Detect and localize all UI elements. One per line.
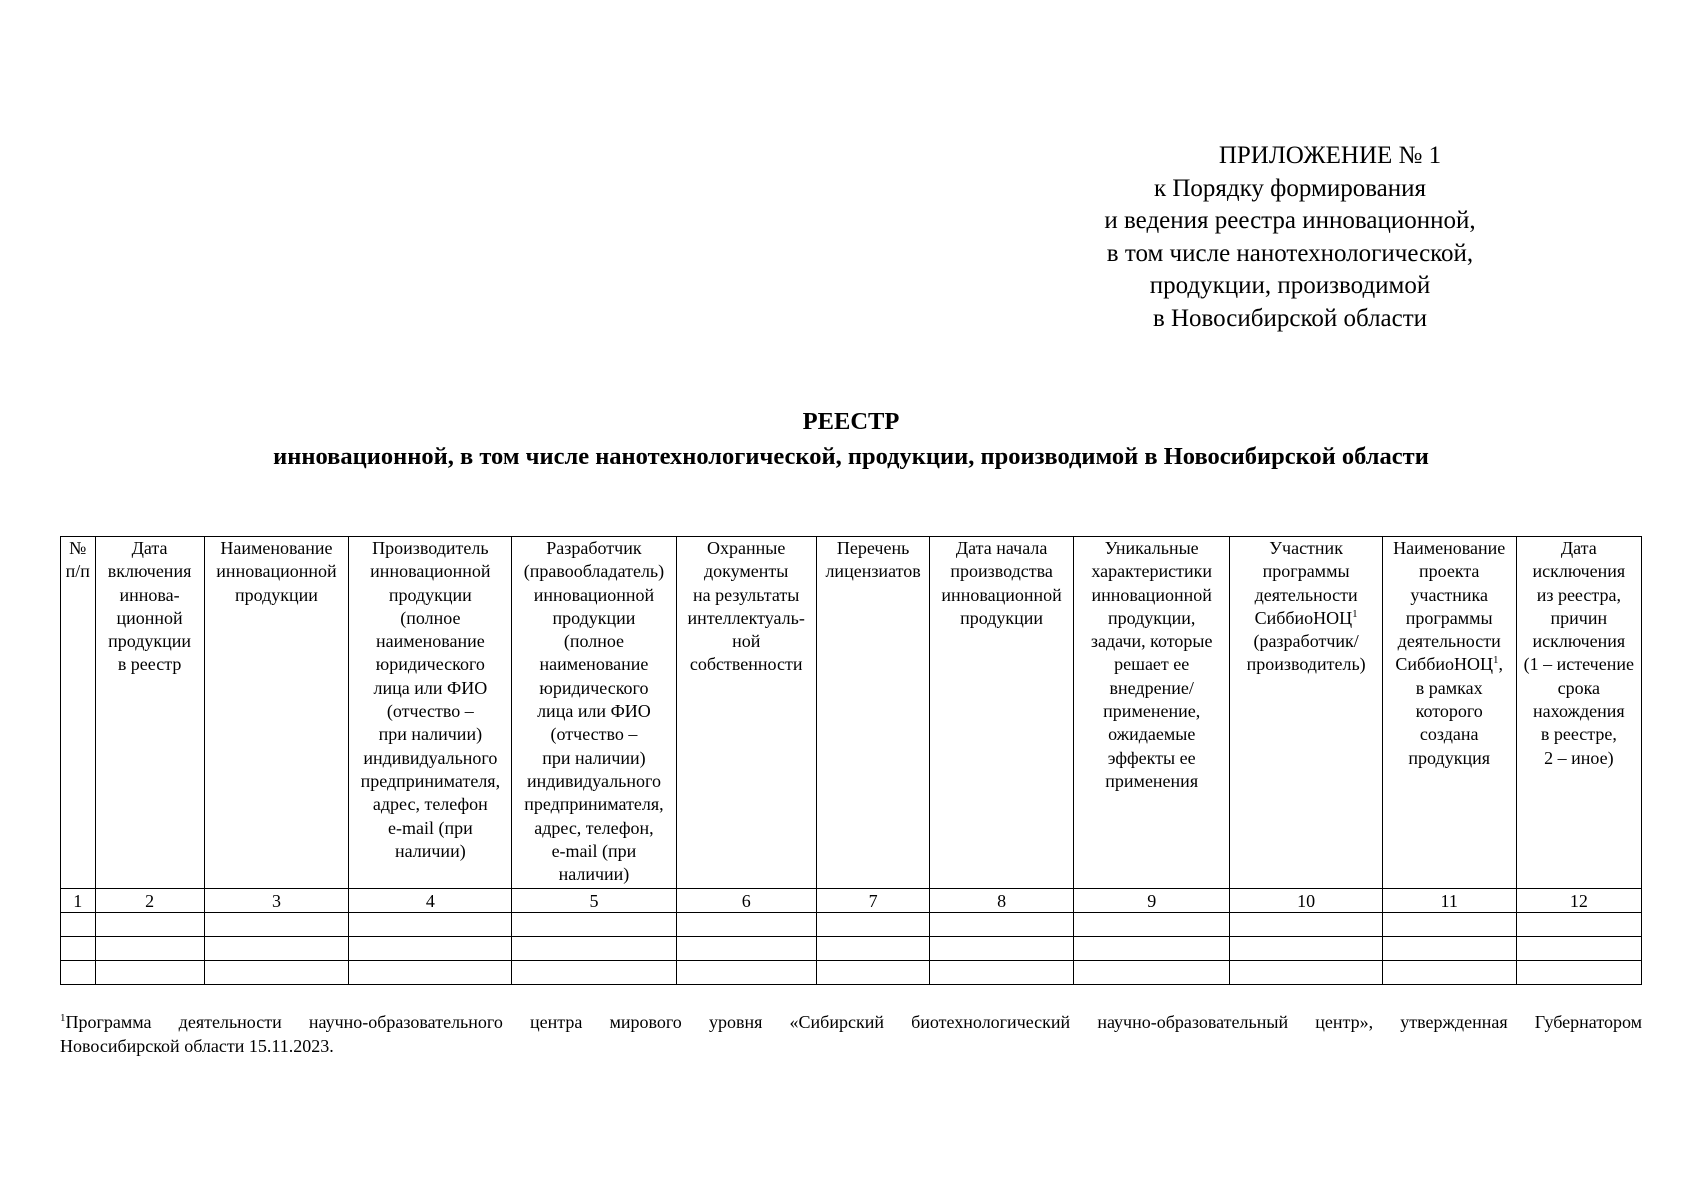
table-cell[interactable] [1073, 961, 1230, 985]
column-header-line: причин [1550, 607, 1608, 628]
table-cell[interactable] [676, 937, 816, 961]
table-cell[interactable] [1382, 961, 1516, 985]
column-header-line: Дата [131, 538, 168, 558]
column-header-line: деятельности [1397, 631, 1501, 652]
footnote-marker: 1 [60, 1012, 66, 1024]
column-header-line: инновационной [216, 561, 337, 582]
table-cell[interactable] [512, 913, 676, 937]
column-header-line: лица или ФИО [537, 701, 651, 722]
column-header-line: производитель) [1246, 654, 1366, 675]
table-cell[interactable] [1382, 913, 1516, 937]
column-number-cell: 12 [1516, 889, 1641, 913]
table-cell[interactable] [816, 913, 929, 937]
column-header-line: проекта [1418, 561, 1480, 582]
table-cell[interactable] [930, 937, 1074, 961]
column-header-line: индивидуального [363, 747, 498, 768]
column-number-cell: 10 [1230, 889, 1382, 913]
column-header-8 [930, 537, 1074, 889]
column-header-line: адрес, телефон, [534, 817, 654, 838]
column-header-line: при наличии) [542, 747, 646, 768]
column-header-line: применение, [1103, 701, 1201, 722]
column-header-line: срока [1557, 677, 1601, 698]
column-number-row [61, 889, 1642, 913]
table-cell[interactable] [1516, 913, 1641, 937]
column-header-line: при наличии) [378, 724, 483, 745]
column-header-line: СиббиоНОЦ$^1$ [1254, 607, 1358, 628]
column-header-line: Перечень [836, 538, 910, 558]
column-header-line: e-mail (при [387, 817, 473, 838]
column-header-line: программы [1405, 607, 1493, 628]
table-cell[interactable] [816, 961, 929, 985]
table-cell[interactable] [349, 961, 512, 985]
table-cell[interactable] [61, 913, 96, 937]
registry-table [60, 536, 1642, 985]
column-header-line: которого [1415, 701, 1483, 722]
column-header-line: нахождения [1533, 701, 1625, 722]
column-header-11 [1382, 537, 1516, 889]
table-cell[interactable] [512, 961, 676, 985]
column-header-line: инновационной [1091, 584, 1212, 605]
column-header-line: (правообладатель) [523, 561, 665, 582]
column-header-line: Наименование [220, 538, 333, 558]
column-header-line: Разработчик [546, 538, 642, 558]
column-header-line: исключения [1532, 561, 1626, 582]
column-header-line: наименование [539, 654, 649, 675]
appendix-title: ПРИЛОЖЕНИЕ № 1 [1218, 142, 1442, 169]
column-header-line: продукция [1408, 747, 1490, 768]
column-number-cell: 8 [930, 889, 1074, 913]
footnote-text-1: Программа деятельности научно-образовательного центра мирового уровня «Сибирский биотехнологический научно-образовательный центр», утвержденная Губернатором [65, 1012, 1642, 1032]
appendix-header [1040, 140, 1540, 335]
column-header-10 [1230, 537, 1382, 889]
appendix-line: к Порядку формирования [1153, 174, 1427, 202]
appendix-line: в том числе нанотехнологической, [1106, 239, 1474, 267]
registry-title: РЕЕСТР [802, 408, 900, 435]
column-header-line: 2 – иное) [1544, 747, 1614, 768]
column-header-line: Наименование [1393, 538, 1506, 558]
column-header-line: лица или ФИО [373, 677, 488, 698]
footnote-line-2: Новосибирской области 15.11.2023. [60, 1036, 334, 1056]
appendix-line: продукции, производимой [1149, 272, 1431, 299]
table-row [61, 937, 1642, 961]
column-number-cell: 9 [1073, 889, 1230, 913]
footnote [60, 1010, 1642, 1058]
column-header-line: продукции [108, 631, 192, 652]
column-header-line: наличии) [558, 864, 630, 885]
column-header-5 [512, 537, 676, 889]
column-header-line: из реестра, [1536, 584, 1621, 605]
column-header-line: юридического [539, 677, 649, 698]
registry-heading [60, 404, 1642, 474]
table-cell[interactable] [204, 937, 349, 961]
table-cell[interactable] [1516, 937, 1641, 961]
column-header-line: (полное [563, 631, 625, 652]
column-header-line: в рамках [1415, 677, 1483, 698]
column-header-line: эффекты ее [1107, 747, 1196, 768]
table-cell[interactable] [1073, 913, 1230, 937]
column-header-line: наименование [375, 631, 485, 652]
column-header-line: (отчество – [386, 701, 474, 722]
column-header-1 [61, 537, 96, 889]
column-header-line: исключения [1532, 631, 1626, 652]
column-header-line: (полное [400, 607, 461, 628]
column-header-line: адрес, телефон [372, 794, 488, 815]
table-cell[interactable] [1230, 913, 1382, 937]
column-header-line: Уникальные [1104, 538, 1199, 558]
column-header-line: продукции, [1107, 607, 1196, 628]
column-header-line: документы [704, 561, 789, 582]
table-body [61, 889, 1642, 985]
table-row [61, 913, 1642, 937]
column-header-line: предпринимателя, [360, 770, 501, 791]
column-number-cell: 4 [349, 889, 512, 913]
column-header-line: применения [1105, 770, 1199, 791]
column-header-line: № [69, 538, 87, 558]
table-cell[interactable] [95, 937, 204, 961]
table-cell[interactable] [349, 937, 512, 961]
table-cell[interactable] [676, 913, 816, 937]
table-cell[interactable] [204, 961, 349, 985]
column-header-line: (1 – истечение [1523, 654, 1634, 675]
table-cell[interactable] [61, 961, 96, 985]
column-header-line: интеллектуаль- [687, 607, 805, 628]
column-header-line: ционной [116, 607, 183, 628]
column-number-cell: 11 [1382, 889, 1516, 913]
table-cell[interactable] [1230, 937, 1382, 961]
column-header-line: п/п [65, 561, 90, 582]
column-header-line: программы [1262, 561, 1350, 582]
column-header-line: характеристики [1091, 561, 1212, 582]
column-header-line: собственности [689, 654, 803, 675]
column-number-cell: 2 [95, 889, 204, 913]
column-header-line: в реестр [117, 654, 182, 675]
table-cell[interactable] [512, 937, 676, 961]
column-header-line: наличии) [394, 840, 466, 861]
appendix-line: в Новосибирской области [1152, 304, 1428, 332]
column-header-line: предпринимателя, [524, 794, 664, 815]
footnote-ref: 1 [1493, 654, 1499, 667]
column-number-cell: 1 [61, 889, 96, 913]
table-cell[interactable] [1073, 937, 1230, 961]
column-header-line: юридического [375, 654, 485, 675]
column-number-cell: 6 [676, 889, 816, 913]
column-header-line: (отчество – [550, 724, 638, 745]
footnote-line-1 [60, 1010, 1642, 1034]
table-cell[interactable] [95, 913, 204, 937]
table-cell[interactable] [930, 913, 1074, 937]
column-header-line: ожидаемые [1108, 724, 1196, 745]
column-header-4 [349, 537, 512, 889]
column-header-line: задачи, которые [1090, 631, 1213, 652]
column-header-line: продукции [552, 607, 636, 628]
table-cell[interactable] [1230, 961, 1382, 985]
column-header-line: Дата [1560, 538, 1597, 558]
column-header-line: деятельности [1254, 584, 1358, 605]
table-cell[interactable] [349, 913, 512, 937]
table-cell[interactable] [1382, 937, 1516, 961]
column-header-line: e-mail (при [551, 840, 637, 861]
table-cell[interactable] [930, 961, 1074, 985]
table-cell[interactable] [95, 961, 204, 985]
column-header-line: инновационной [370, 561, 491, 582]
column-header-line: Дата начала [955, 538, 1048, 558]
column-header-line: продукции [235, 584, 318, 605]
column-header-2 [95, 537, 204, 889]
column-number-cell: 7 [816, 889, 929, 913]
table-cell[interactable] [676, 961, 816, 985]
column-header-line: продукции [388, 584, 472, 605]
footnote-ref: 1 [1352, 607, 1358, 620]
column-header-3 [204, 537, 349, 889]
column-header-line: производства [950, 561, 1053, 582]
column-header-line: в реестре, [1540, 724, 1617, 745]
column-header-line: (разработчик/ [1253, 631, 1359, 652]
column-header-line: создана [1419, 724, 1479, 745]
table-header-row [61, 537, 1642, 889]
table-row [61, 961, 1642, 985]
column-header-line: СиббиоНОЦ$^1$, [1395, 654, 1503, 675]
column-header-line: решает ее [1114, 654, 1190, 675]
column-header-line: внедрение/ [1109, 677, 1194, 698]
column-header-line: включения [107, 561, 192, 582]
column-header-line: продукции [960, 607, 1044, 628]
column-header-line: иннова- [119, 584, 180, 605]
column-header-line: Участник [1269, 538, 1343, 558]
column-header-line: Производитель [372, 538, 489, 558]
column-header-line: на результаты [693, 584, 800, 605]
table-cell[interactable] [1516, 961, 1641, 985]
column-header-12 [1516, 537, 1641, 889]
column-number-cell: 3 [204, 889, 349, 913]
column-header-line: индивидуального [526, 770, 661, 791]
column-header-7 [816, 537, 929, 889]
table-cell[interactable] [816, 937, 929, 961]
column-header-line: Охранные [707, 538, 786, 558]
column-header-6 [676, 537, 816, 889]
column-header-line: инновационной [941, 584, 1062, 605]
table-cell[interactable] [204, 913, 349, 937]
column-header-line: участника [1410, 584, 1489, 605]
table-cell[interactable] [61, 937, 96, 961]
appendix-line: и ведения реестра инновационной, [1104, 207, 1476, 234]
column-header-line: лицензиатов [825, 561, 921, 582]
column-header-line: инновационной [533, 584, 655, 605]
column-header-9 [1073, 537, 1230, 889]
registry-subtitle: инновационной, в том числе нанотехнологической, продукции, производимой в Новосибирской области [273, 443, 1429, 470]
column-number-cell: 5 [512, 889, 676, 913]
column-header-line: ной [732, 631, 761, 652]
